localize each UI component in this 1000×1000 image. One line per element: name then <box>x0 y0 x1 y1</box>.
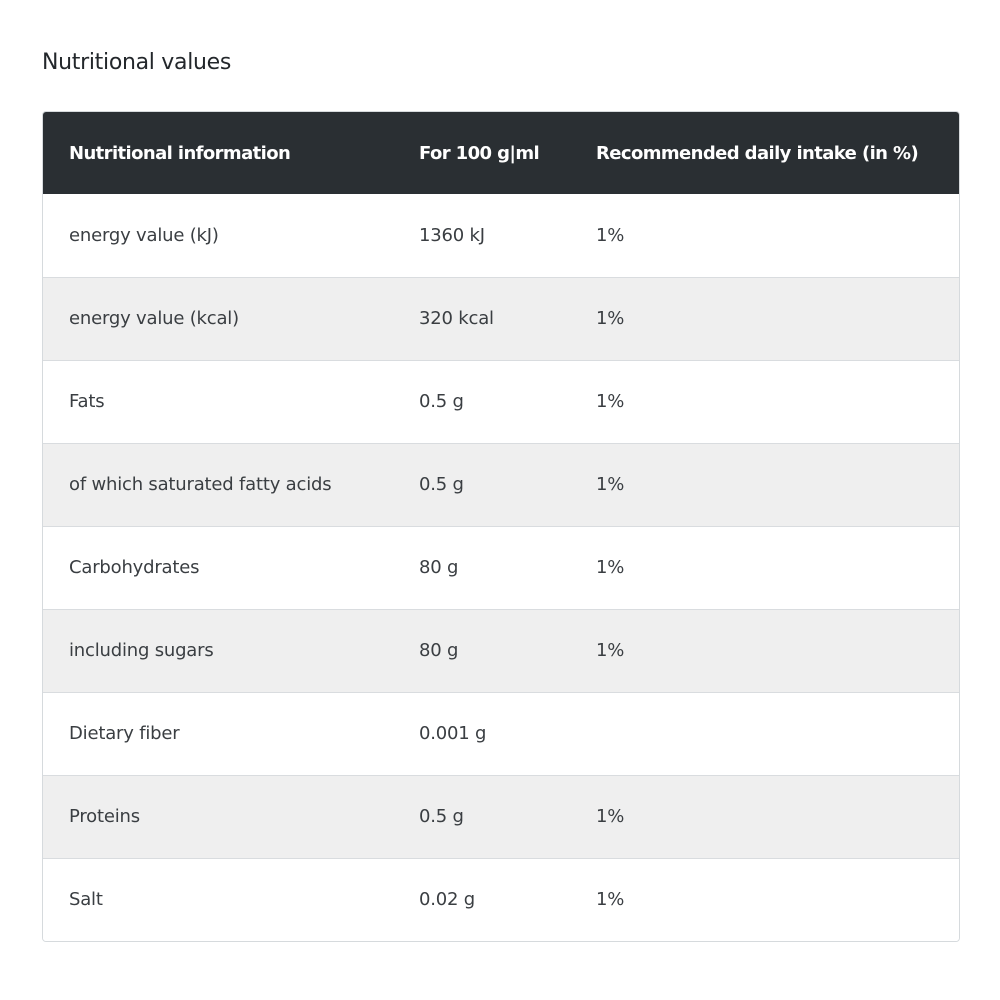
table-header <box>43 112 959 194</box>
nutrient-amount: 320 kcal <box>393 277 570 360</box>
table-row <box>43 609 959 692</box>
nutrition-table-container <box>42 111 960 942</box>
header-per-100g: For 100 g|ml <box>419 142 540 164</box>
nutrient-amount: 1360 kJ <box>419 224 485 246</box>
section-title: Nutritional values <box>42 50 232 75</box>
nutrient-name: Proteins <box>43 775 393 858</box>
header-nutritional-information: Nutritional information <box>69 142 291 164</box>
nutrient-amount: 0.5 g <box>393 360 570 443</box>
nutrient-name: Dietary fiber <box>43 692 393 775</box>
nutrient-name: energy value (kJ) <box>69 224 219 246</box>
nutrient-daily-percent <box>570 692 959 775</box>
nutrient-amount: 80 g <box>393 526 570 609</box>
header-row <box>43 112 959 194</box>
nutrient-daily-percent: 1% <box>570 277 959 360</box>
table-row <box>43 858 959 941</box>
nutrient-name: including sugars <box>43 609 393 692</box>
nutrient-name: Salt <box>43 858 393 941</box>
nutrient-name: Carbohydrates <box>43 526 393 609</box>
nutrient-daily-percent: 1% <box>570 443 959 526</box>
nutrient-name: energy value (kcal) <box>43 277 393 360</box>
table-row <box>43 775 959 858</box>
table-row <box>43 277 959 360</box>
nutrient-daily-percent: 1% <box>570 775 959 858</box>
table-row <box>43 194 959 277</box>
header-daily-intake: Recommended daily intake (in %) <box>596 142 919 164</box>
nutrient-daily-percent: 1% <box>570 526 959 609</box>
nutrient-daily-percent: 1% <box>570 609 959 692</box>
nutrient-daily-percent: 1% <box>570 360 959 443</box>
table-row <box>43 526 959 609</box>
nutrient-amount: 0.02 g <box>393 858 570 941</box>
nutrient-name: Fats <box>43 360 393 443</box>
nutrient-daily-percent: 1% <box>570 858 959 941</box>
nutrient-amount: 0.5 g <box>393 775 570 858</box>
nutrient-name: of which saturated fatty acids <box>43 443 393 526</box>
nutrient-amount: 0.001 g <box>393 692 570 775</box>
nutrient-daily-percent: 1% <box>596 224 625 246</box>
table-row <box>43 692 959 775</box>
table-row <box>43 360 959 443</box>
table-body <box>43 194 959 941</box>
table-row <box>43 443 959 526</box>
nutrition-table <box>43 112 959 941</box>
nutrient-amount: 80 g <box>393 609 570 692</box>
nutrient-amount: 0.5 g <box>393 443 570 526</box>
